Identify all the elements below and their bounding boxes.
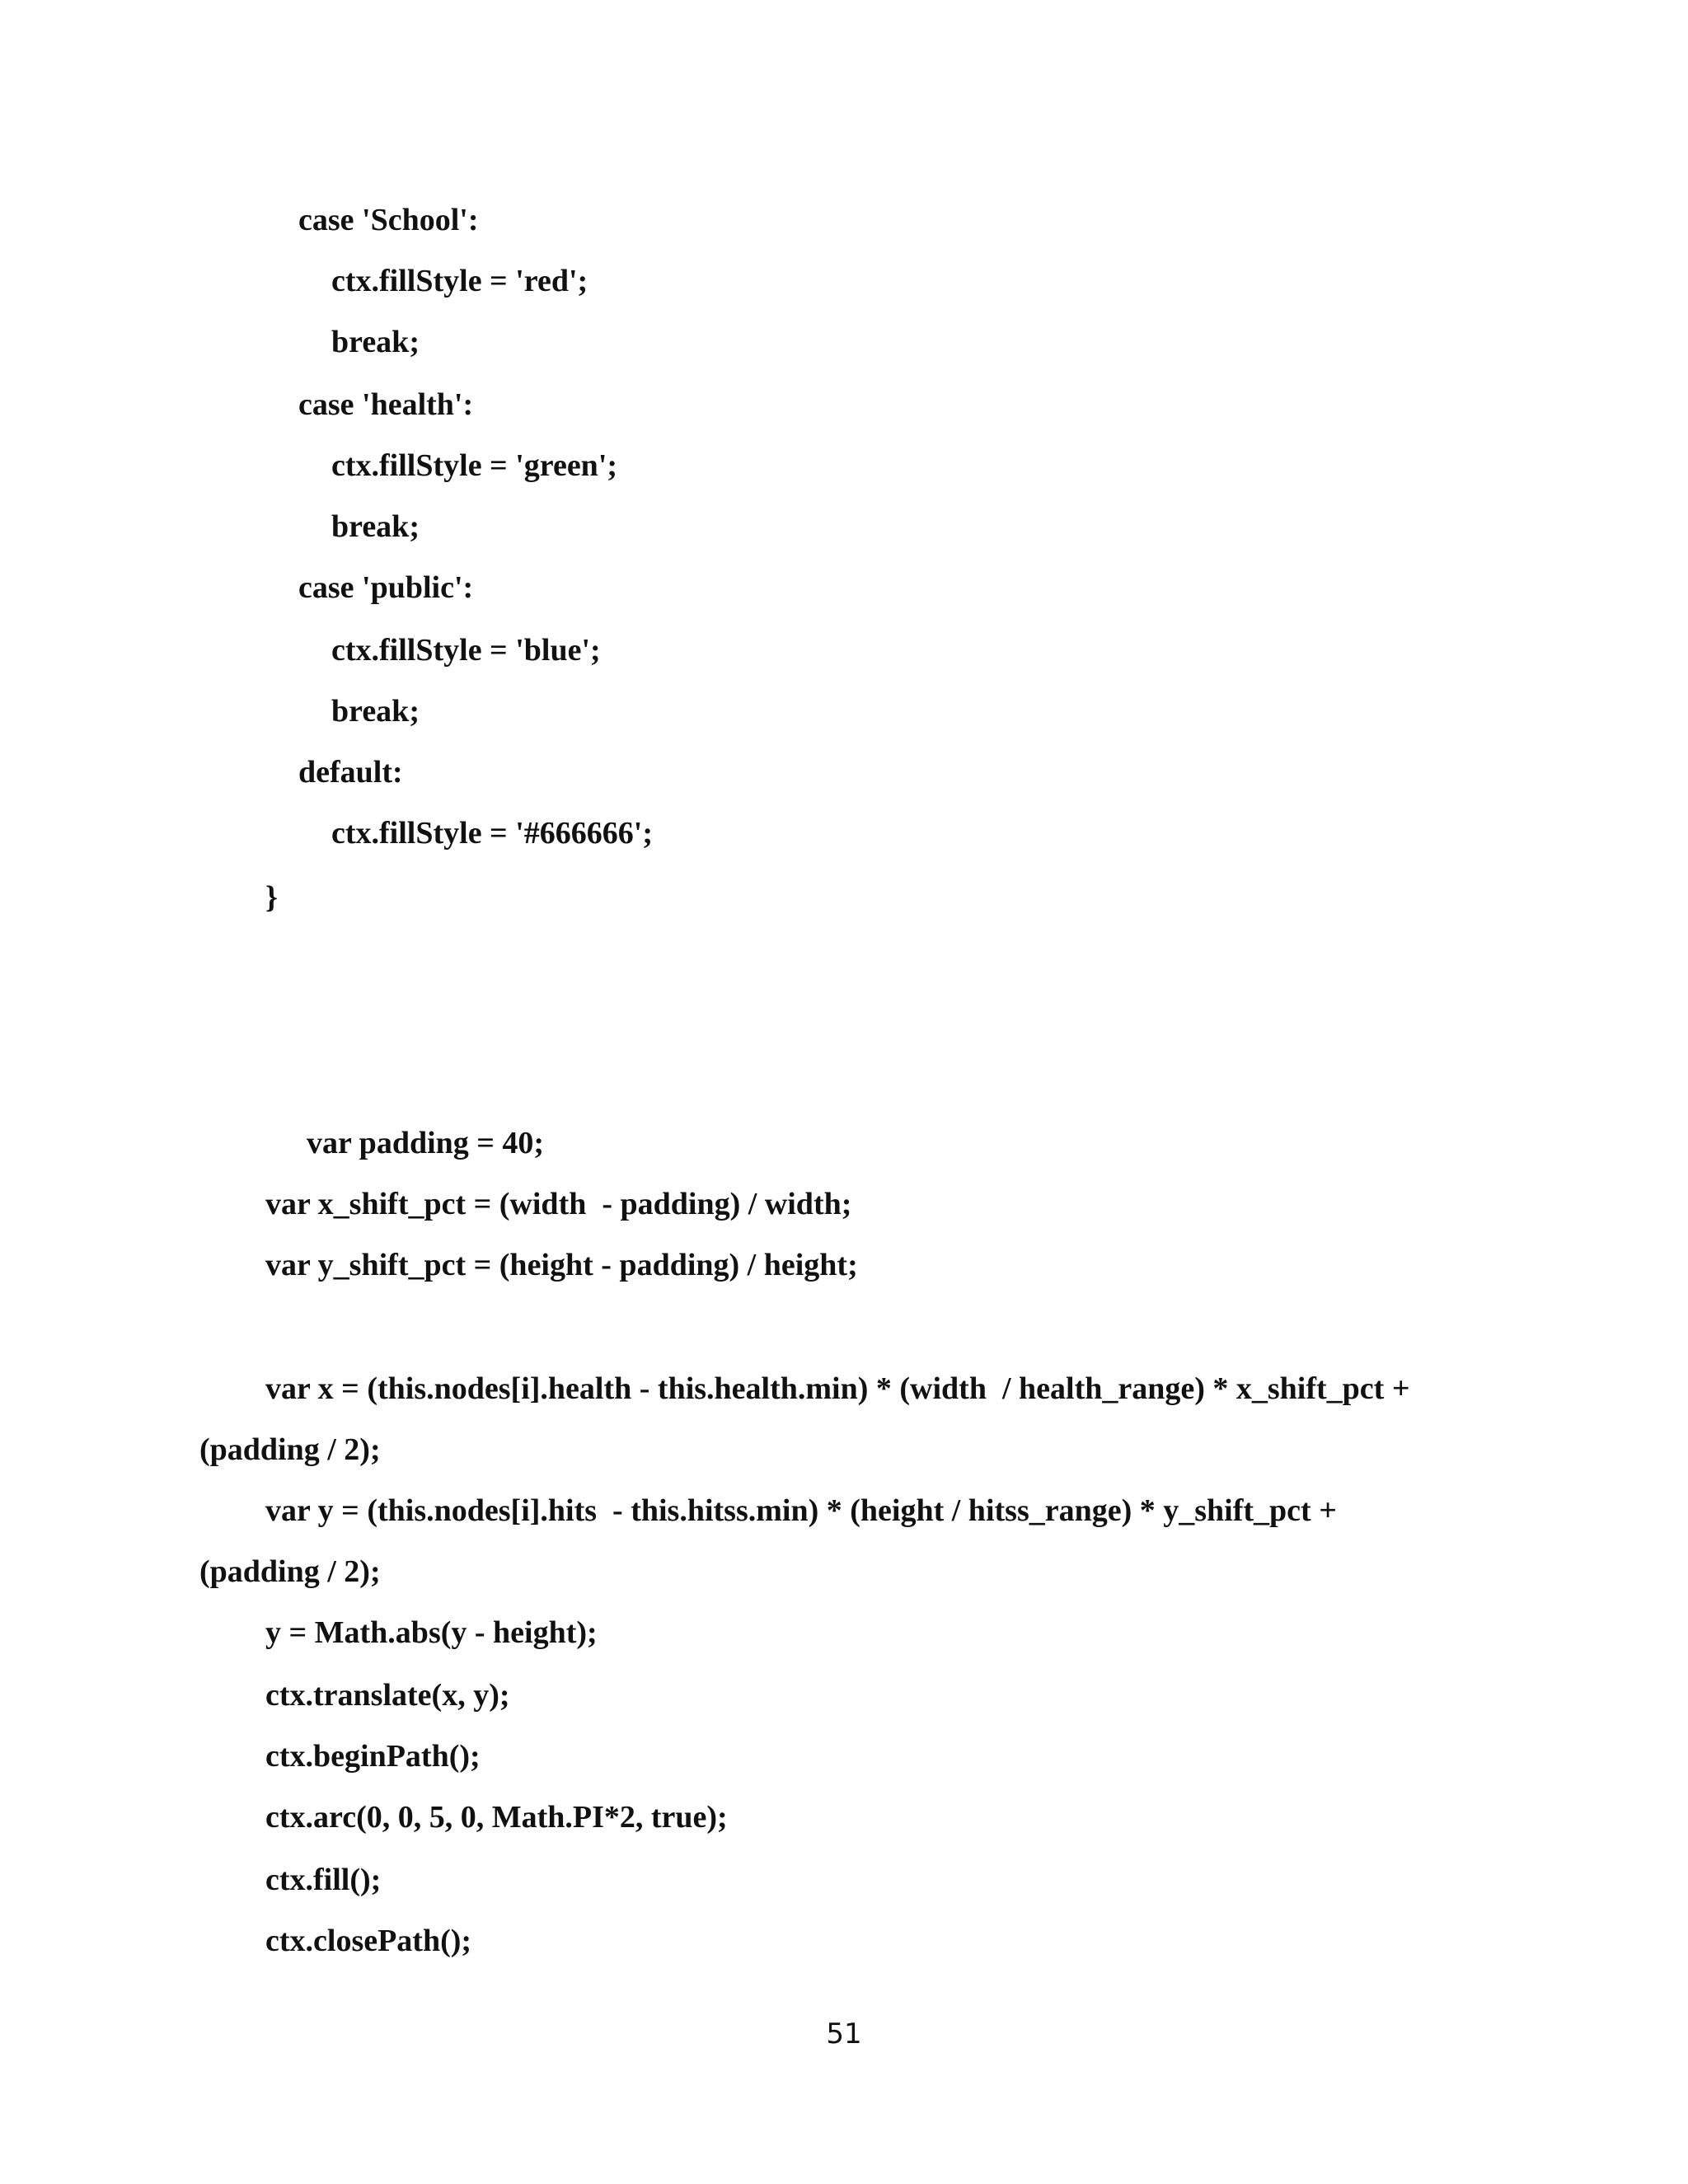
code-line: var y_shift_pct = (height - padding) / height; [265, 1248, 858, 1282]
code-line: ctx.fillStyle = 'blue'; [331, 633, 601, 668]
code-line: (padding / 2); [199, 1554, 381, 1589]
code-line: (padding / 2); [199, 1432, 381, 1467]
code-line: var x_shift_pct = (width - padding) / width; [265, 1187, 852, 1221]
code-line: break; [331, 694, 420, 729]
code-line: var x = (this.nodes[i].health - this.health.min) * (width / health_range) * x_shift_pct + [265, 1371, 1410, 1406]
code-line: break; [331, 325, 420, 359]
code-line: case 'health': [298, 387, 474, 422]
code-line: ctx.translate(x, y); [265, 1678, 510, 1713]
code-line: default: [298, 755, 403, 790]
code-line: } [265, 880, 278, 915]
code-line: ctx.arc(0, 0, 5, 0, Math.PI*2, true); [265, 1800, 728, 1835]
code-line: ctx.beginPath(); [265, 1739, 481, 1774]
code-line: var y = (this.nodes[i].hits - this.hitss.min) * (height / hitss_range) * y_shift_pct + [265, 1493, 1337, 1528]
code-line: break; [331, 509, 420, 544]
code-line: ctx.closePath(); [265, 1924, 472, 1958]
code-line: ctx.fillStyle = '#666666'; [331, 816, 653, 851]
code-line: var padding = 40; [307, 1126, 545, 1160]
page-number: 51 [826, 2018, 862, 2050]
code-line: ctx.fill(); [265, 1863, 382, 1897]
code-line: y = Math.abs(y - height); [265, 1615, 598, 1650]
code-line: ctx.fillStyle = 'red'; [331, 264, 588, 298]
code-line: ctx.fillStyle = 'green'; [331, 448, 618, 483]
code-line: case 'School': [298, 203, 479, 237]
code-line: case 'public': [298, 570, 474, 605]
